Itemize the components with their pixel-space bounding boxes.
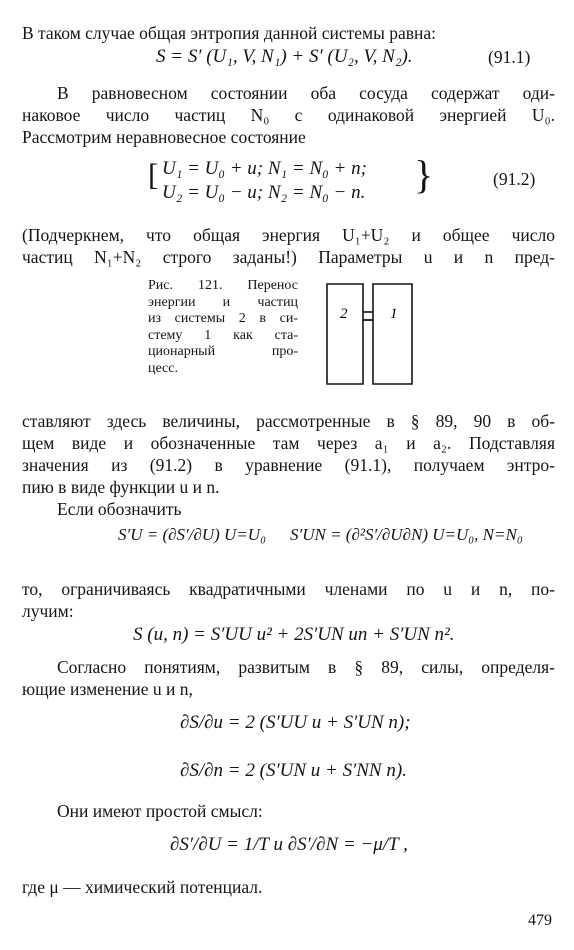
text-line: Согласно понятиям, развитым в § 89, силы, определя- xyxy=(57,657,555,677)
caption-line: энергии и частиц xyxy=(148,294,298,310)
caption-line: из системы 2 в си- xyxy=(148,311,298,326)
text-line: где μ — химический потенциал. xyxy=(22,877,263,897)
text-line: ставляют здесь величины, рассмотренные в § 89, 90 в об- xyxy=(22,411,555,431)
brace-right: } xyxy=(414,152,434,197)
caption-line: ционарный про- xyxy=(148,344,298,359)
text-line: пию в виде функции u и n. xyxy=(22,477,220,497)
text-line: В равновесном состоянии оба сосуда содержат оди- xyxy=(57,83,555,103)
equation-number: (91.1) xyxy=(488,47,531,67)
definition-SUN: S′UN = (∂²S′/∂U∂N) U=U₀, N=N₀ xyxy=(290,525,523,544)
equation-number: (91.2) xyxy=(493,169,536,189)
text-line: Если обозначить xyxy=(57,499,182,519)
text-line: В таком случае общая энтропия данной системы равна: xyxy=(22,23,437,43)
vessels-outline xyxy=(327,284,412,384)
force-n: ∂S/∂n = 2 (S′UN u + S′NN n). xyxy=(180,760,407,781)
equation-91-1: S = S′ (U₁, V, N₁) + S′ (U₂, V, N₂). xyxy=(156,46,413,67)
text-line: щем виде и обозначенные там через a₁ и a₂. Подставляя xyxy=(22,433,555,453)
text-line: значения из (91.2) в уравнение (91.1), получаем энтро- xyxy=(22,455,555,475)
definition-SU: S′U = (∂S′/∂U) U=U₀ xyxy=(118,525,266,544)
equation-91-2-line-2: U₂ = U₀ − u; N₂ = N₀ − n. xyxy=(162,182,366,203)
bracket-left: [ xyxy=(148,157,159,192)
text-line: ющие изменение u и n, xyxy=(22,679,193,699)
force-u: ∂S/∂u = 2 (S′UU u + S′UN n); xyxy=(180,712,411,733)
text-line: Рассмотрим неравновесное состояние xyxy=(22,127,306,147)
text-line: лучим: xyxy=(22,601,74,621)
page-number: 479 xyxy=(528,912,552,929)
thermodynamic-relations: ∂S′/∂U = 1/T и ∂S′/∂N = −μ/T , xyxy=(170,834,408,855)
vessel-label-left: 2 xyxy=(340,306,348,322)
figure-caption xyxy=(148,278,298,377)
entropy-expansion: S (u, n) = S′UU u² + 2S′UN un + S′UN n². xyxy=(133,624,455,645)
text-line: частиц N₁+N₂ строго заданы!) Параметры u и n пред- xyxy=(22,247,555,267)
vessel-label-right: 1 xyxy=(390,306,398,322)
text-line: то, ограничиваясь квадратичными членами по u и n, по- xyxy=(22,579,555,599)
caption-line: Рис. 121. Перенос xyxy=(148,278,298,293)
text-line: (Подчеркнем, что общая энергия U₁+U₂ и общее число xyxy=(22,225,555,245)
equation-91-2-line-1: U₁ = U₀ + u; N₁ = N₀ + n; xyxy=(162,158,367,179)
text-line: наковое число частиц N₀ с одинаковой энергией U₀. xyxy=(22,105,555,125)
vessels-diagram xyxy=(322,282,422,388)
caption-line: стему 1 как ста- xyxy=(148,327,298,343)
text-line: Они имеют простой смысл: xyxy=(57,801,263,821)
caption-line: цесс. xyxy=(148,360,178,376)
